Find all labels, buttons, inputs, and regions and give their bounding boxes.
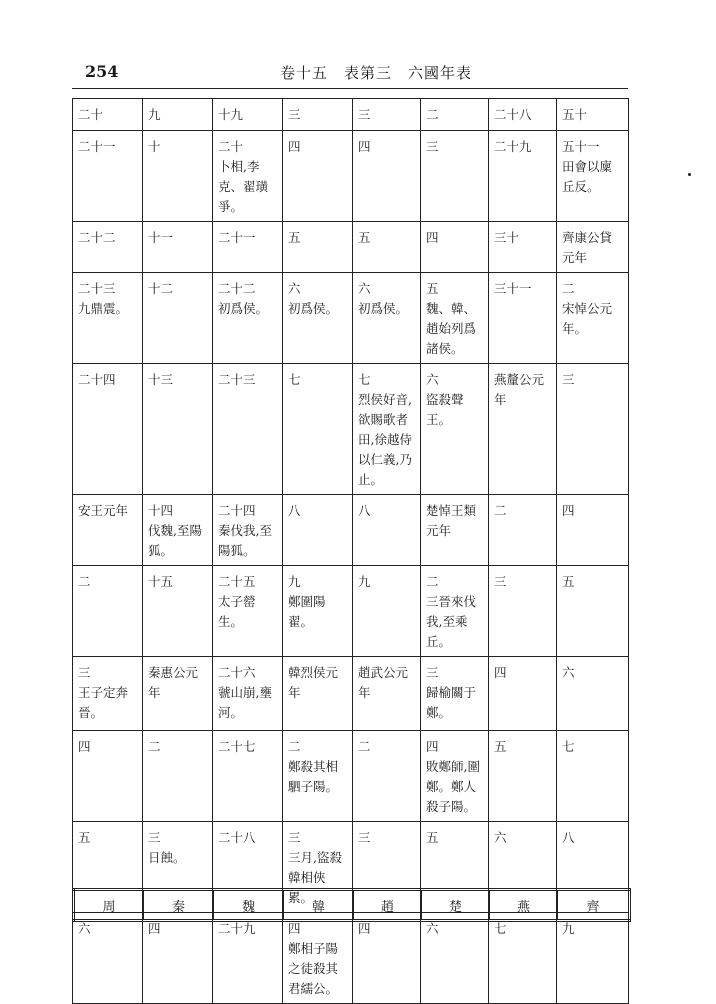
table-cell: 六 bbox=[489, 822, 557, 913]
table-row bbox=[73, 566, 629, 657]
table-cell: 四 bbox=[353, 131, 421, 222]
table-row bbox=[73, 913, 629, 1004]
margin-dot bbox=[688, 173, 691, 176]
table-cell: 五十一 田會以廩丘反。 bbox=[557, 131, 629, 222]
table-cell: 五十 bbox=[557, 99, 629, 131]
table-cell: 三 bbox=[283, 99, 353, 131]
table-cell: 三 bbox=[421, 131, 489, 222]
table-cell: 十三 bbox=[143, 364, 213, 495]
table-cell: 十四 伐魏,至陽狐。 bbox=[143, 495, 213, 566]
table-cell: 五 魏、韓、趙始列爲諸侯。 bbox=[421, 273, 489, 364]
table-cell: 四 bbox=[489, 657, 557, 731]
table-cell: 五 bbox=[557, 566, 629, 657]
table-cell: 十九 bbox=[213, 99, 283, 131]
table-cell: 十一 bbox=[143, 222, 213, 273]
table-cell: 三 三月,盜殺韓相俠累。 bbox=[283, 822, 353, 913]
table-cell: 韓烈侯元年 bbox=[283, 657, 353, 731]
table-row bbox=[73, 222, 629, 273]
table-cell: 七 bbox=[489, 913, 557, 1004]
table-row bbox=[73, 495, 629, 566]
table-cell: 九 鄭圍陽翟。 bbox=[283, 566, 353, 657]
state-label: 魏 bbox=[214, 890, 284, 921]
table-cell: 八 bbox=[557, 822, 629, 913]
table-cell: 三 歸榆關于鄭。 bbox=[421, 657, 489, 731]
table-cell: 二 宋悼公元年。 bbox=[557, 273, 629, 364]
table-cell: 二十九 bbox=[489, 131, 557, 222]
table-cell: 二十五 太子罃生。 bbox=[213, 566, 283, 657]
chronology-table bbox=[72, 98, 629, 1004]
table-cell: 五 bbox=[283, 222, 353, 273]
table-cell: 七 烈侯好音,欲賜歌者田,徐越侍以仁義,乃止。 bbox=[353, 364, 421, 495]
state-label: 趙 bbox=[354, 890, 422, 921]
table-cell: 四 bbox=[283, 131, 353, 222]
table-cell: 二十一 bbox=[213, 222, 283, 273]
table-cell: 二 bbox=[73, 566, 143, 657]
table-cell: 二十三 九鼎震。 bbox=[73, 273, 143, 364]
table-cell: 四 bbox=[353, 913, 421, 1004]
table-cell: 二十 卜相,李克、翟璜爭。 bbox=[213, 131, 283, 222]
table-body bbox=[73, 99, 629, 1004]
table-cell: 二十七 bbox=[213, 731, 283, 822]
table-cell: 八 bbox=[353, 495, 421, 566]
table-cell: 五 bbox=[489, 731, 557, 822]
table-cell: 秦惠公元年 bbox=[143, 657, 213, 731]
state-label: 韓 bbox=[284, 890, 354, 921]
table-cell: 齊康公貸元年 bbox=[557, 222, 629, 273]
table-cell: 二 三晉來伐我,至乘丘。 bbox=[421, 566, 489, 657]
state-header-row bbox=[72, 888, 631, 922]
table-cell: 六 盜殺聲王。 bbox=[421, 364, 489, 495]
table-cell: 二十二 初爲侯。 bbox=[213, 273, 283, 364]
table-row bbox=[73, 273, 629, 364]
table-row bbox=[73, 657, 629, 731]
state-label: 秦 bbox=[144, 890, 214, 921]
table-cell: 趙武公元年 bbox=[353, 657, 421, 731]
table-cell: 三 bbox=[557, 364, 629, 495]
table-cell: 二十三 bbox=[213, 364, 283, 495]
table-cell: 二十二 bbox=[73, 222, 143, 273]
table-cell: 四 bbox=[143, 913, 213, 1004]
table-cell: 六 bbox=[421, 913, 489, 1004]
table-cell: 二十九 bbox=[213, 913, 283, 1004]
table-cell: 九 bbox=[353, 566, 421, 657]
table-cell: 十二 bbox=[143, 273, 213, 364]
table-cell: 三 bbox=[353, 822, 421, 913]
table-cell: 三十一 bbox=[489, 273, 557, 364]
state-label: 燕 bbox=[490, 890, 558, 921]
state-labels bbox=[74, 890, 630, 921]
table-cell: 二 bbox=[421, 99, 489, 131]
table-cell: 二十八 bbox=[213, 822, 283, 913]
table-cell: 二 bbox=[143, 731, 213, 822]
table-cell: 六 初爲侯。 bbox=[283, 273, 353, 364]
table-cell: 五 bbox=[421, 822, 489, 913]
state-label: 齊 bbox=[558, 890, 630, 921]
table-cell: 二十一 bbox=[73, 131, 143, 222]
table-cell: 八 bbox=[283, 495, 353, 566]
table-cell: 五 bbox=[73, 822, 143, 913]
table-cell: 四 bbox=[421, 222, 489, 273]
table-cell: 三十 bbox=[489, 222, 557, 273]
table-row bbox=[73, 99, 629, 131]
table-cell: 六 bbox=[557, 657, 629, 731]
table-cell: 十 bbox=[143, 131, 213, 222]
table-cell: 四 鄭相子陽之徒殺其君繻公。 bbox=[283, 913, 353, 1004]
table-cell: 九 bbox=[557, 913, 629, 1004]
table-cell: 二 bbox=[353, 731, 421, 822]
table-cell: 二十六 虢山崩,壅河。 bbox=[213, 657, 283, 731]
table-row bbox=[73, 731, 629, 822]
table-cell: 三 日蝕。 bbox=[143, 822, 213, 913]
table-cell: 二十八 bbox=[489, 99, 557, 131]
table-cell: 二十四 bbox=[73, 364, 143, 495]
table-cell: 二十 bbox=[73, 99, 143, 131]
page-number: 254 bbox=[85, 62, 119, 81]
table-cell: 三 bbox=[489, 566, 557, 657]
table-cell: 三 王子定奔晉。 bbox=[73, 657, 143, 731]
table-cell: 二 bbox=[489, 495, 557, 566]
table-cell: 安王元年 bbox=[73, 495, 143, 566]
table-cell: 四 bbox=[73, 731, 143, 822]
table-cell: 七 bbox=[557, 731, 629, 822]
table-row bbox=[73, 131, 629, 222]
table-cell: 四 敗鄭師,圍鄭。鄭人殺子陽。 bbox=[421, 731, 489, 822]
table-cell: 十五 bbox=[143, 566, 213, 657]
table-cell: 六 bbox=[73, 913, 143, 1004]
header-rule bbox=[72, 88, 628, 89]
table-cell: 六 初爲侯。 bbox=[353, 273, 421, 364]
state-label: 周 bbox=[74, 890, 144, 921]
table-cell: 七 bbox=[283, 364, 353, 495]
table-cell: 四 bbox=[557, 495, 629, 566]
table-cell: 二 鄭殺其相駟子陽。 bbox=[283, 731, 353, 822]
state-label: 楚 bbox=[422, 890, 490, 921]
table-cell: 楚悼王類元年 bbox=[421, 495, 489, 566]
table-cell: 二十四 秦伐我,至陽狐。 bbox=[213, 495, 283, 566]
table-cell: 五 bbox=[353, 222, 421, 273]
running-title: 卷十五 表第三 六國年表 bbox=[280, 64, 473, 82]
table-cell: 三 bbox=[353, 99, 421, 131]
table-cell: 燕釐公元年 bbox=[489, 364, 557, 495]
table-cell: 九 bbox=[143, 99, 213, 131]
table-row bbox=[73, 364, 629, 495]
